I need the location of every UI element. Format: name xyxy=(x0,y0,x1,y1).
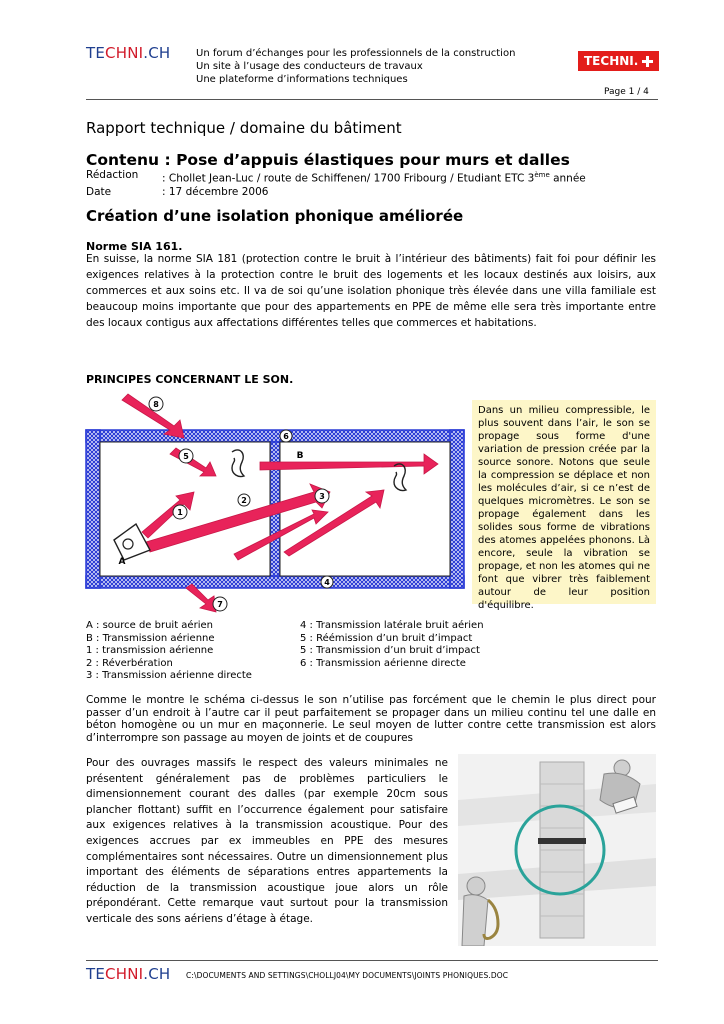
tagline-2: Un site à l’usage des conducteurs de travaux xyxy=(196,61,423,72)
masonry-wall xyxy=(538,762,586,938)
norme-paragraph: En suisse, la norme SIA 181 (protection contre le bruit à l’intérieur des bâtiments) fait foi pour définir les exigences relatives à la protection contre le bruit des logements et les locaux destinés aux loisirs, aux commerces et aux soins etc. Il va de soi qu’une isolation phonique très élevée dans une villa familiale est beaucoup moins importante que pour des appartements en PPE de même elle sera très importante entre des locaux contigus aux affectations différentes telles que commerces et habitations. xyxy=(86,253,656,329)
legend-item: 1 : transmission aérienne xyxy=(86,645,214,657)
tagline-1: Un forum d’échanges pour les professionnels de la construction xyxy=(196,48,516,59)
marker-6 xyxy=(280,430,292,442)
footer-logo: TECHNI.CH xyxy=(86,965,171,983)
right-wall xyxy=(450,430,464,588)
legend-item: A : source de bruit aérien xyxy=(86,620,213,631)
legend-left xyxy=(86,620,252,683)
tagline-3: Une plateforme d’informations techniques xyxy=(196,74,408,85)
svg-text:8: 8 xyxy=(153,400,159,409)
legend-right xyxy=(300,620,484,670)
norme-title: Norme SIA 161. xyxy=(86,240,183,253)
svg-text:2: 2 xyxy=(241,496,247,505)
marker-8 xyxy=(149,397,163,411)
redaction-value: : Chollet Jean-Luc / route de Schiffenen/ 1700 Fribourg / Etudiant ETC 3ème année xyxy=(162,171,586,185)
left-wall xyxy=(86,430,100,588)
meta-table xyxy=(86,169,586,199)
marker-4 xyxy=(321,576,333,588)
sound-note-box: Dans un milieu compressible, le plus souvent dans l’air, le son se propage sous forme d'une variation de pression créée par la source sonore. Notons que seule la compression se déplace et non les molécules d’air, si ce n’est de quelques micromètres. Le son se propage également dans les solides sous forme de vibrations des atomes appelées phonons. Là encore, seule la vibration se propage, et non les atomes qui ne font que vibrer très faiblement autour de leur position d'équilibre. xyxy=(472,400,656,604)
marker-7 xyxy=(213,597,227,611)
footer-file-path: C:\DOCUMENTS AND SETTINGS\CHOLLJ04\MY DOCUMENTS\JOINTS PHONIQUES.DOC xyxy=(186,971,509,980)
techni-badge: TECHNI. xyxy=(578,51,659,71)
page-indicator: Page 1 / 4 xyxy=(604,87,649,97)
marker-1 xyxy=(173,505,187,519)
label-a: A xyxy=(118,557,126,567)
legend-item: 4 : Transmission latérale bruit aérien xyxy=(300,620,484,631)
principes-title: PRINCIPES CONCERNANT LE SON. xyxy=(86,373,294,386)
top-slab xyxy=(86,430,464,442)
paragraph-2: Comme le montre le schéma ci-dessus le son n’utilise pas forcément que le chemin le plus direct pour passer d’un endroit à l’autre car il peut parfaitement se propager dans un milieu continu tel une dalle en béton homogène ou un mur en maçonnerie. Le seul moyen de lutter contre cette transmission est alors d’interrompre son passage au moyen de joints et de coupures xyxy=(86,694,656,744)
legend-item: 6 : Transmission aérienne directe xyxy=(300,657,466,669)
marker-2 xyxy=(238,494,250,506)
footer-divider xyxy=(86,960,658,961)
legend-item: 3 : Transmission aérienne directe xyxy=(86,670,252,682)
svg-text:3: 3 xyxy=(319,492,325,501)
elastic-bearing xyxy=(538,838,586,844)
svg-text:5: 5 xyxy=(183,452,189,461)
svg-text:7: 7 xyxy=(217,600,223,609)
redaction-label: Rédaction xyxy=(86,169,139,181)
header-divider xyxy=(86,99,658,100)
contenu-title: Contenu : Pose d’appuis élastiques pour murs et dalles xyxy=(86,151,570,169)
bottom-slab xyxy=(86,576,464,588)
sound-transmission-diagram xyxy=(84,392,468,614)
svg-text:4: 4 xyxy=(324,578,330,587)
legend-item: 5 : Réémission d’un bruit d’impact xyxy=(300,632,473,644)
section-title: Création d’une isolation phonique améliorée xyxy=(86,207,464,225)
marker-5 xyxy=(179,449,193,463)
legend-item: 2 : Réverbération xyxy=(86,657,173,669)
swiss-cross-icon xyxy=(642,56,653,67)
paragraph-3: Pour des ouvrages massifs le respect des valeurs minimales ne présentent généralement pas de problèmes particuliers le dimensionnement courant des dalles (par exemple 20cm sous plancher flottant) suffit en l’occurrence également pour satisfaire aux exigences relatives à la transmission acoustique. Pour des exigences accrues par ex immeubles en PPE des mesures complémentaires sont nécessaires. Outre un dimensionnement plus important des éléments de séparations entres appartements la réduction de la transmission acoustique joue alors un rôle prépondérant. Cette remarque vaut surtout pour la transmission verticale des sons aériens d’étage à étage. xyxy=(86,757,448,925)
acoustic-illustration xyxy=(458,754,656,946)
svg-text:6: 6 xyxy=(283,432,289,441)
label-b: B xyxy=(296,451,304,461)
marker-3 xyxy=(315,489,329,503)
svg-text:1: 1 xyxy=(177,508,183,517)
legend-item: B : Transmission aérienne xyxy=(86,632,215,644)
legend-item: 5 : Transmission d’un bruit d’impact xyxy=(300,645,480,657)
report-title: Rapport technique / domaine du bâtiment xyxy=(86,119,402,137)
header-taglines xyxy=(196,47,515,86)
header-logo: TECHNI.CH xyxy=(86,44,171,62)
date-value: : 17 décembre 2006 xyxy=(162,185,269,198)
date-label: Date xyxy=(86,185,112,198)
